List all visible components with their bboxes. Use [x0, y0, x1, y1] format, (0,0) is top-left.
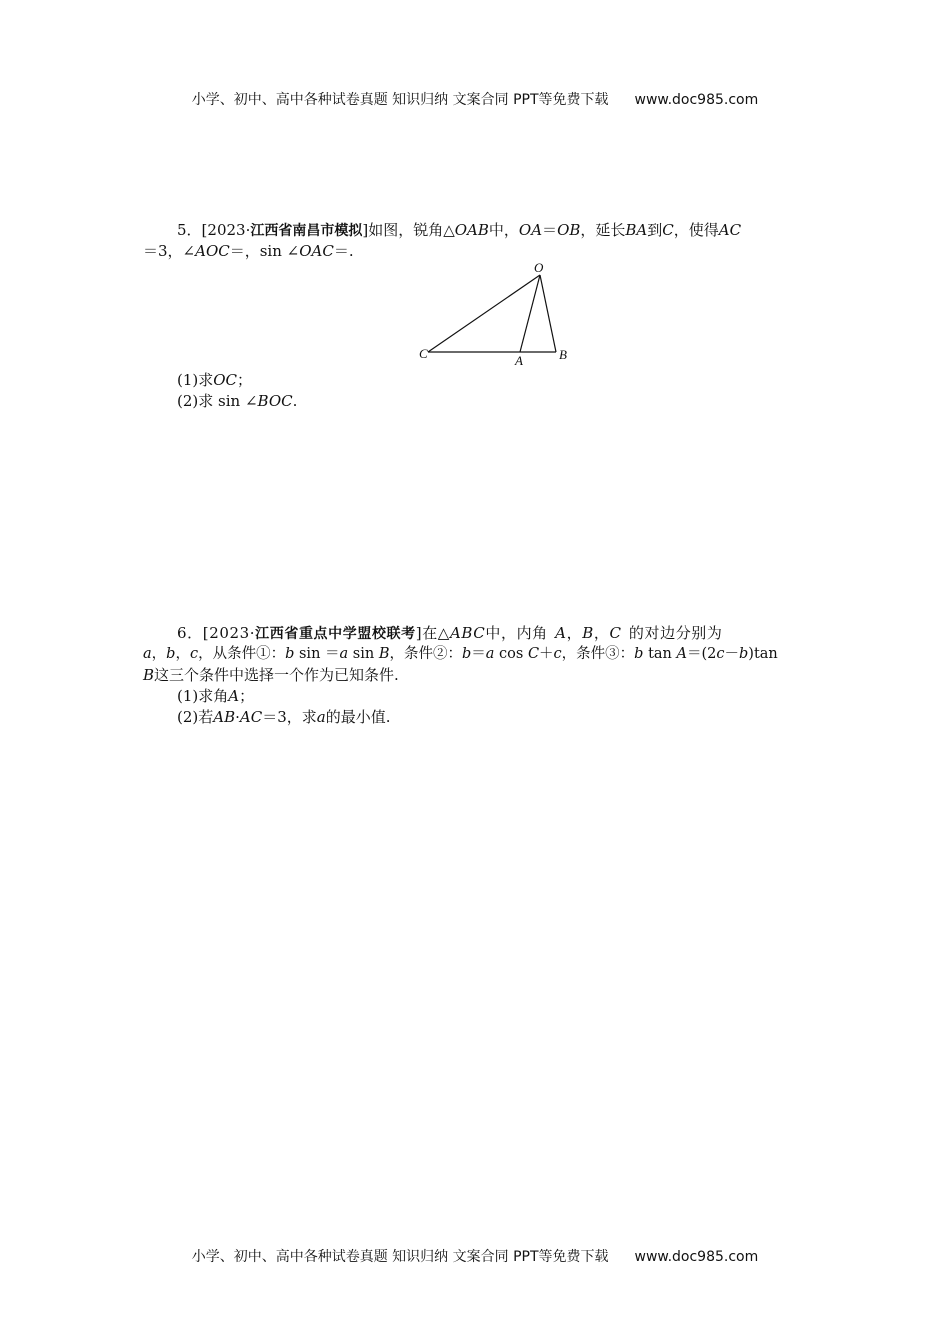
segment-ob: [540, 275, 556, 352]
footer-site-link[interactable]: www.doc985.com: [634, 1249, 759, 1265]
problem6-line2: a，b，c，从条件①：b sin ＝a sin B，条件②：b＝a cos C＋c，条件③：b tan A＝(2c－b)tan: [143, 646, 778, 662]
label-a: A: [515, 353, 523, 368]
problem6-line3: B这三个条件中选择一个作为已知条件.: [143, 666, 399, 684]
triangle-figure: [412, 260, 582, 370]
problem5-line2: ＝3，∠AOC＝，sin ∠OAC＝.: [143, 242, 354, 260]
footer-banner: [0, 1246, 950, 1266]
problem6-line1: 6．[2023·江西省重点中学盟校联考]在△ABC中，内角 A，B，C 的对边分别为: [177, 624, 723, 642]
problem6-question2: (2)若AB·AC＝3，求a的最小值.: [177, 708, 391, 726]
footer-banner-text: 小学、初中、高中各种试卷真题 知识归纳 文案合同 PPT等免费下载: [191, 1249, 609, 1265]
problem5-question1: (1)求OC；: [177, 371, 253, 389]
problem5-source: 江西省南昌市模拟: [250, 223, 363, 239]
label-o: O: [534, 260, 544, 275]
problem5-question2: (2)求 sin ∠BOC.: [177, 392, 298, 410]
problem6-question1: (1)求角A；: [177, 687, 255, 705]
problem6-source: 江西省重点中学盟校联考: [255, 626, 416, 642]
label-b: B: [559, 347, 567, 362]
header-banner-text: 小学、初中、高中各种试卷真题 知识归纳 文案合同 PPT等免费下载: [191, 92, 609, 108]
problem5-line1: 5．[2023·江西省南昌市模拟]如图，锐角△OAB中，OA＝OB，延长BA到C，使得AC: [177, 221, 742, 239]
header-site-link[interactable]: www.doc985.com: [634, 92, 759, 108]
header-banner: [0, 89, 950, 109]
label-c: C: [419, 346, 428, 361]
